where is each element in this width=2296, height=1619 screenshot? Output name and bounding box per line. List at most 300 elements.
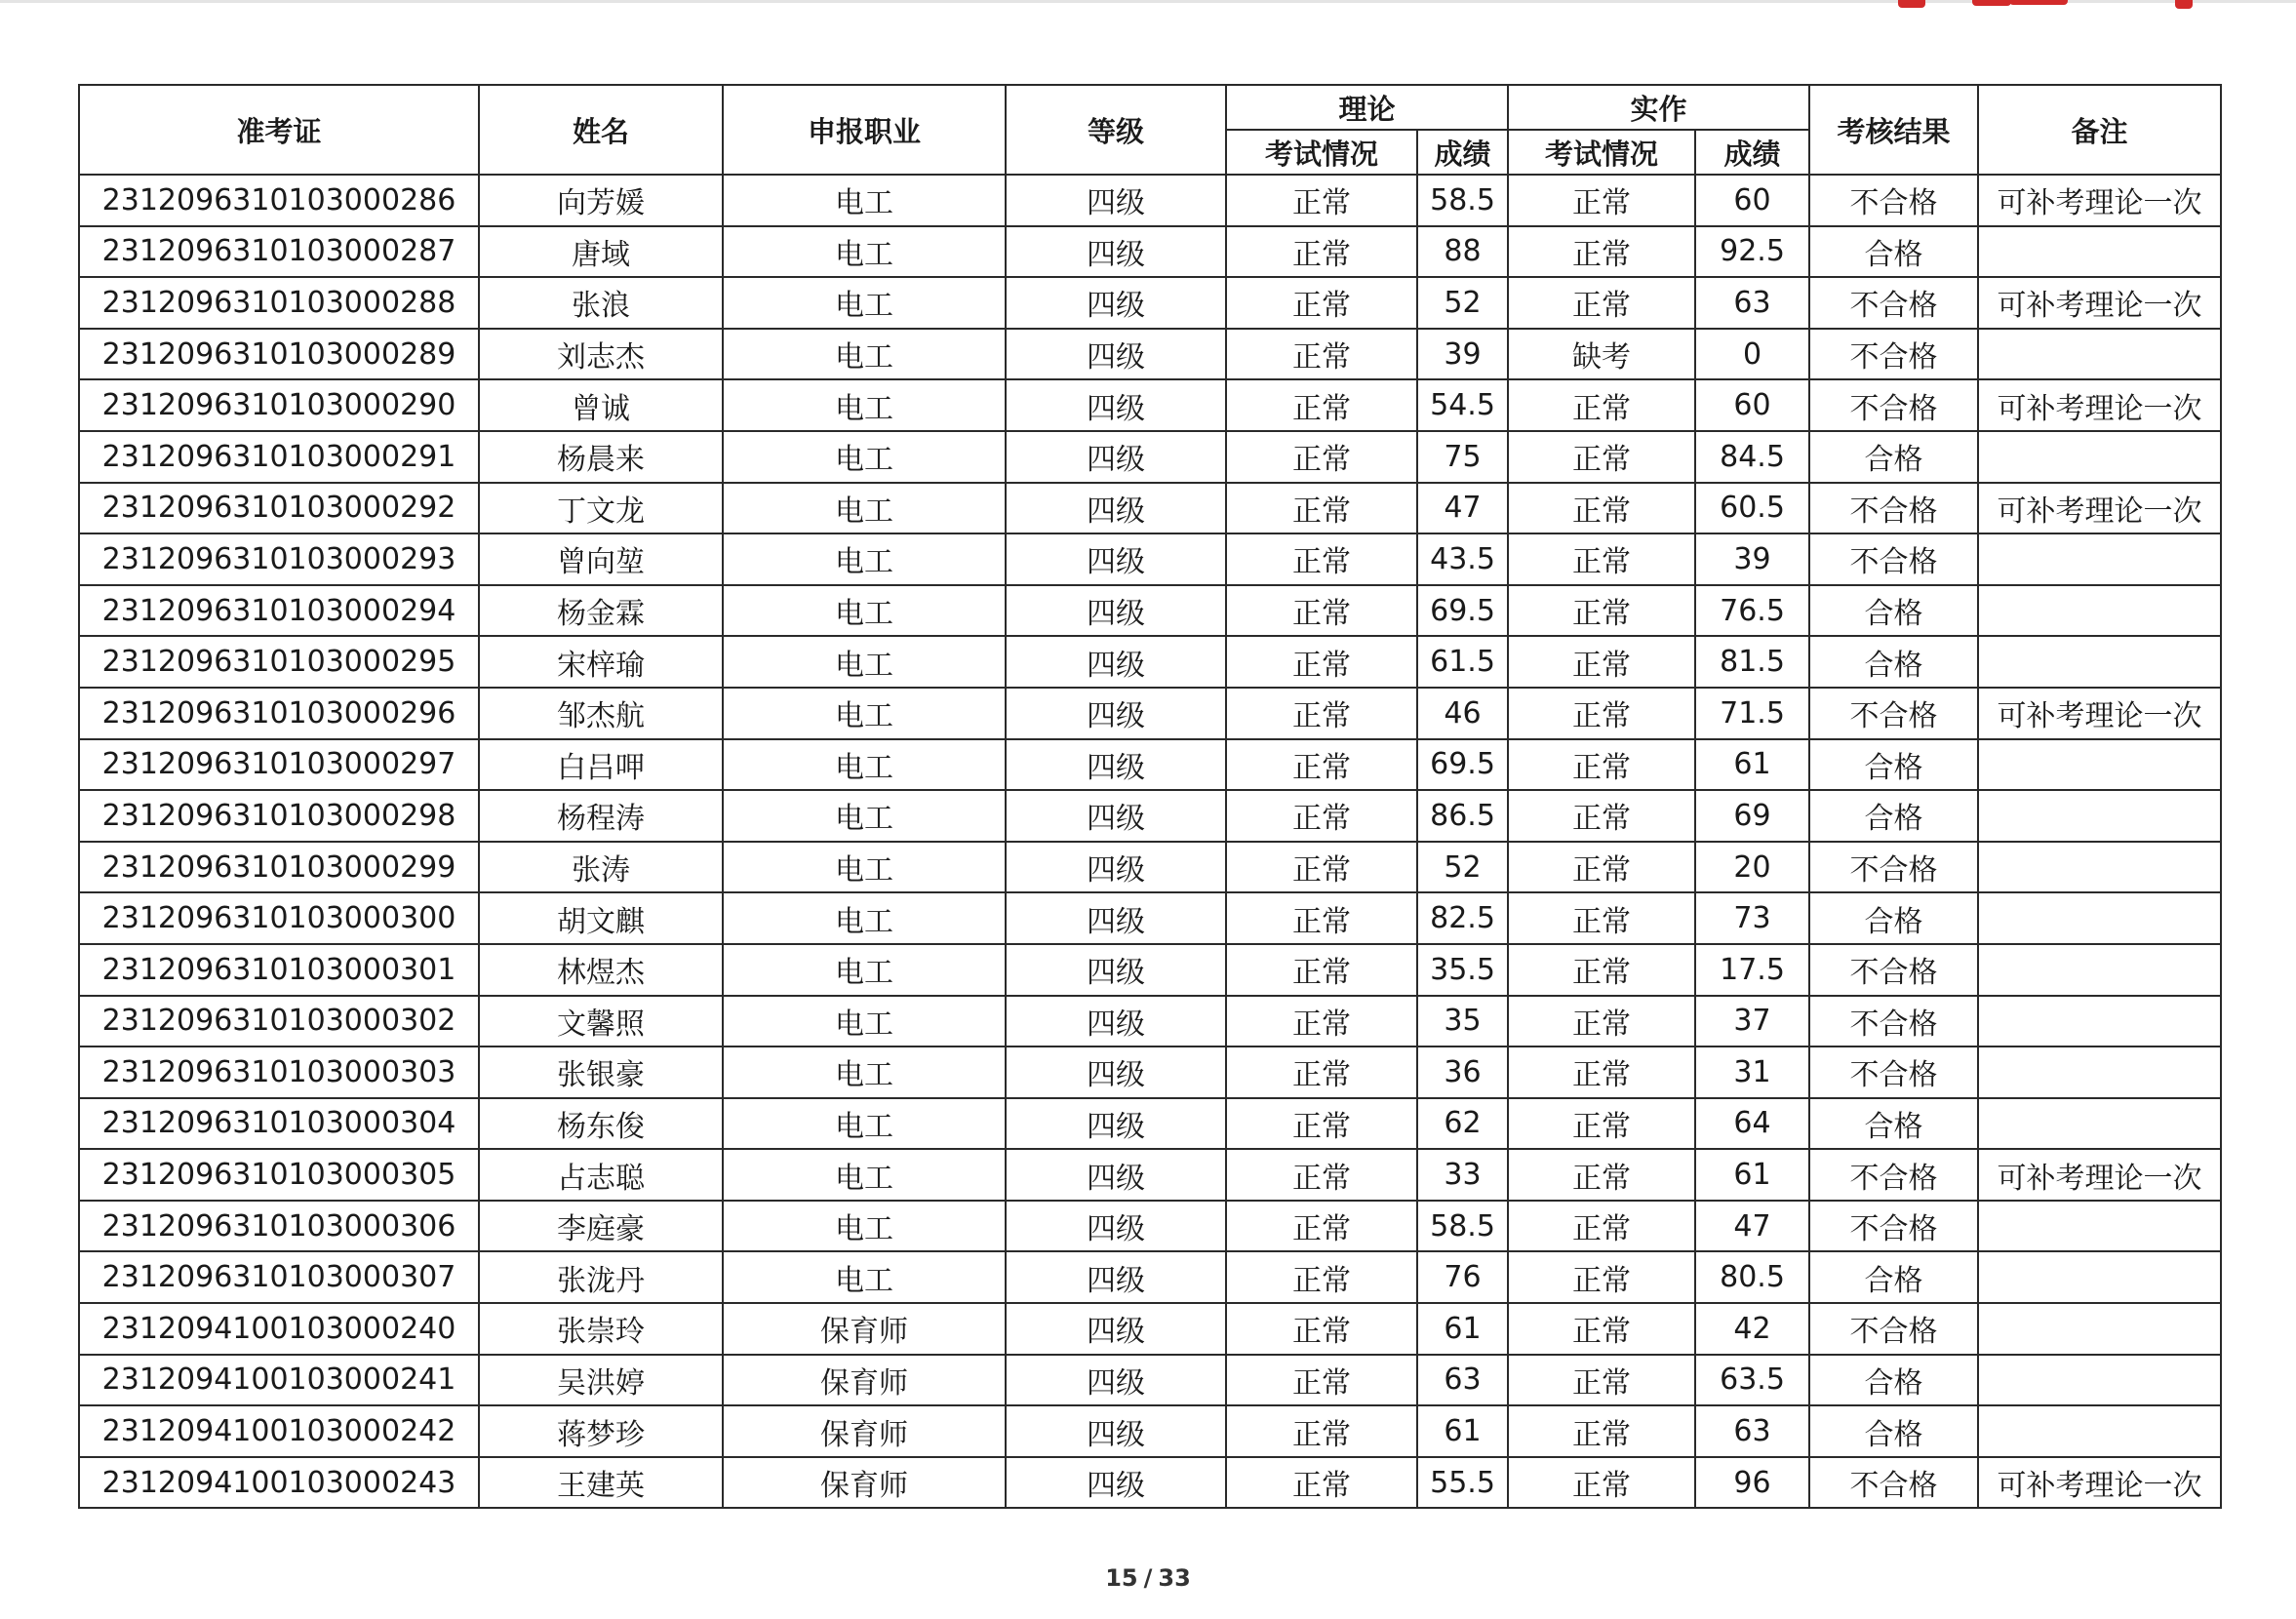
level-cell: 四级 bbox=[1006, 1303, 1226, 1355]
level-cell: 四级 bbox=[1006, 379, 1226, 431]
level-cell: 四级 bbox=[1006, 533, 1226, 585]
occupation-cell: 保育师 bbox=[723, 1457, 1006, 1509]
level-cell: 四级 bbox=[1006, 636, 1226, 688]
occupation-cell: 电工 bbox=[723, 379, 1006, 431]
remark-cell bbox=[1978, 636, 2221, 688]
ticket-cell: 2312094100103000241 bbox=[79, 1355, 479, 1406]
ticket-cell: 2312096310103000290 bbox=[79, 379, 479, 431]
theory-status-cell: 正常 bbox=[1226, 1405, 1417, 1457]
current-page: 15 bbox=[1105, 1564, 1138, 1592]
theory-score-cell: 39 bbox=[1417, 329, 1508, 380]
level-cell: 四级 bbox=[1006, 1457, 1226, 1509]
practice-status-cell: 正常 bbox=[1508, 636, 1695, 688]
practice-score-cell: 0 bbox=[1695, 329, 1809, 380]
practice-score-cell: 64 bbox=[1695, 1098, 1809, 1150]
result-cell: 合格 bbox=[1809, 431, 1978, 483]
ticket-cell: 2312096310103000304 bbox=[79, 1098, 479, 1150]
remark-cell bbox=[1978, 226, 2221, 278]
result-cell: 不合格 bbox=[1809, 175, 1978, 226]
ticket-cell: 2312096310103000296 bbox=[79, 688, 479, 739]
name-cell: 杨金霖 bbox=[479, 585, 723, 637]
theory-score-cell: 35.5 bbox=[1417, 944, 1508, 996]
level-cell: 四级 bbox=[1006, 739, 1226, 791]
result-cell: 不合格 bbox=[1809, 1046, 1978, 1098]
name-cell: 杨晨来 bbox=[479, 431, 723, 483]
occupation-cell: 电工 bbox=[723, 1046, 1006, 1098]
practice-status-cell: 正常 bbox=[1508, 1355, 1695, 1406]
remark-cell: 可补考理论一次 bbox=[1978, 1457, 2221, 1509]
practice-score-cell: 60.5 bbox=[1695, 483, 1809, 534]
practice-score-cell: 71.5 bbox=[1695, 688, 1809, 739]
name-cell: 蒋梦珍 bbox=[479, 1405, 723, 1457]
total-pages: 33 bbox=[1158, 1564, 1191, 1592]
name-cell: 占志聪 bbox=[479, 1149, 723, 1201]
practice-score-cell: 17.5 bbox=[1695, 944, 1809, 996]
table-row bbox=[79, 688, 2221, 739]
theory-status-cell: 正常 bbox=[1226, 175, 1417, 226]
practice-score-cell: 61 bbox=[1695, 739, 1809, 791]
result-cell: 不合格 bbox=[1809, 329, 1978, 380]
practice-score-cell: 20 bbox=[1695, 842, 1809, 893]
result-cell: 不合格 bbox=[1809, 944, 1978, 996]
ticket-cell: 2312096310103000300 bbox=[79, 892, 479, 944]
table-row bbox=[79, 431, 2221, 483]
name-cell: 吴洪婷 bbox=[479, 1355, 723, 1406]
practice-status-cell: 正常 bbox=[1508, 739, 1695, 791]
remark-cell bbox=[1978, 1251, 2221, 1303]
table-row bbox=[79, 1046, 2221, 1098]
ticket-cell: 2312096310103000295 bbox=[79, 636, 479, 688]
table-row bbox=[79, 1251, 2221, 1303]
remark-cell bbox=[1978, 842, 2221, 893]
name-cell: 林煜杰 bbox=[479, 944, 723, 996]
theory-score-cell: 33 bbox=[1417, 1149, 1508, 1201]
remark-cell bbox=[1978, 1405, 2221, 1457]
remark-cell bbox=[1978, 533, 2221, 585]
occupation-cell: 电工 bbox=[723, 431, 1006, 483]
name-cell: 胡文麒 bbox=[479, 892, 723, 944]
occupation-cell: 保育师 bbox=[723, 1355, 1006, 1406]
table-row bbox=[79, 1457, 2221, 1509]
table-row bbox=[79, 944, 2221, 996]
ticket-cell: 2312096310103000301 bbox=[79, 944, 479, 996]
name-cell: 白吕呷 bbox=[479, 739, 723, 791]
result-cell: 不合格 bbox=[1809, 1457, 1978, 1509]
ticket-cell: 2312096310103000298 bbox=[79, 790, 479, 842]
result-cell: 合格 bbox=[1809, 636, 1978, 688]
header-ticket: 准考证 bbox=[79, 85, 479, 175]
theory-score-cell: 63 bbox=[1417, 1355, 1508, 1406]
table-row bbox=[79, 996, 2221, 1047]
practice-status-cell: 正常 bbox=[1508, 226, 1695, 278]
exam-results-table bbox=[78, 84, 2222, 1509]
level-cell: 四级 bbox=[1006, 996, 1226, 1047]
occupation-cell: 电工 bbox=[723, 277, 1006, 329]
result-cell: 不合格 bbox=[1809, 1149, 1978, 1201]
level-cell: 四级 bbox=[1006, 329, 1226, 380]
theory-status-cell: 正常 bbox=[1226, 842, 1417, 893]
theory-score-cell: 43.5 bbox=[1417, 533, 1508, 585]
practice-status-cell: 正常 bbox=[1508, 688, 1695, 739]
practice-score-cell: 31 bbox=[1695, 1046, 1809, 1098]
result-cell: 不合格 bbox=[1809, 1201, 1978, 1252]
practice-status-cell: 正常 bbox=[1508, 1098, 1695, 1150]
occupation-cell: 电工 bbox=[723, 636, 1006, 688]
header-theory-status: 考试情况 bbox=[1226, 130, 1417, 175]
theory-status-cell: 正常 bbox=[1226, 1251, 1417, 1303]
practice-status-cell: 正常 bbox=[1508, 483, 1695, 534]
ticket-cell: 2312096310103000302 bbox=[79, 996, 479, 1047]
remark-cell bbox=[1978, 790, 2221, 842]
practice-score-cell: 61 bbox=[1695, 1149, 1809, 1201]
ticket-cell: 2312096310103000294 bbox=[79, 585, 479, 637]
table-row bbox=[79, 790, 2221, 842]
name-cell: 张崇玲 bbox=[479, 1303, 723, 1355]
ticket-cell: 2312096310103000293 bbox=[79, 533, 479, 585]
remark-cell: 可补考理论一次 bbox=[1978, 1149, 2221, 1201]
table-row bbox=[79, 1405, 2221, 1457]
level-cell: 四级 bbox=[1006, 175, 1226, 226]
practice-status-cell: 正常 bbox=[1508, 1303, 1695, 1355]
result-cell: 不合格 bbox=[1809, 1303, 1978, 1355]
theory-score-cell: 82.5 bbox=[1417, 892, 1508, 944]
theory-score-cell: 88 bbox=[1417, 226, 1508, 278]
occupation-cell: 电工 bbox=[723, 483, 1006, 534]
theory-score-cell: 52 bbox=[1417, 842, 1508, 893]
practice-status-cell: 正常 bbox=[1508, 944, 1695, 996]
practice-status-cell: 正常 bbox=[1508, 842, 1695, 893]
header-row-1 bbox=[79, 85, 2221, 130]
theory-status-cell: 正常 bbox=[1226, 892, 1417, 944]
level-cell: 四级 bbox=[1006, 1201, 1226, 1252]
table-row bbox=[79, 329, 2221, 380]
practice-score-cell: 84.5 bbox=[1695, 431, 1809, 483]
theory-score-cell: 76 bbox=[1417, 1251, 1508, 1303]
name-cell: 李庭豪 bbox=[479, 1201, 723, 1252]
practice-status-cell: 正常 bbox=[1508, 1457, 1695, 1509]
ticket-cell: 2312096310103000306 bbox=[79, 1201, 479, 1252]
remark-cell: 可补考理论一次 bbox=[1978, 688, 2221, 739]
name-cell: 杨东俊 bbox=[479, 1098, 723, 1150]
theory-score-cell: 55.5 bbox=[1417, 1457, 1508, 1509]
result-cell: 不合格 bbox=[1809, 277, 1978, 329]
theory-status-cell: 正常 bbox=[1226, 1457, 1417, 1509]
theory-status-cell: 正常 bbox=[1226, 483, 1417, 534]
occupation-cell: 电工 bbox=[723, 739, 1006, 791]
theory-score-cell: 62 bbox=[1417, 1098, 1508, 1150]
level-cell: 四级 bbox=[1006, 1149, 1226, 1201]
level-cell: 四级 bbox=[1006, 1251, 1226, 1303]
theory-status-cell: 正常 bbox=[1226, 1098, 1417, 1150]
header-occupation: 申报职业 bbox=[723, 85, 1006, 175]
result-cell: 不合格 bbox=[1809, 688, 1978, 739]
remark-cell: 可补考理论一次 bbox=[1978, 175, 2221, 226]
practice-status-cell: 正常 bbox=[1508, 892, 1695, 944]
occupation-cell: 电工 bbox=[723, 329, 1006, 380]
occupation-cell: 电工 bbox=[723, 585, 1006, 637]
table-row bbox=[79, 1098, 2221, 1150]
name-cell: 刘志杰 bbox=[479, 329, 723, 380]
remark-cell: 可补考理论一次 bbox=[1978, 379, 2221, 431]
result-cell: 合格 bbox=[1809, 790, 1978, 842]
result-cell: 不合格 bbox=[1809, 842, 1978, 893]
page-separator: / bbox=[1143, 1564, 1153, 1592]
occupation-cell: 电工 bbox=[723, 1149, 1006, 1201]
result-cell: 合格 bbox=[1809, 739, 1978, 791]
practice-score-cell: 81.5 bbox=[1695, 636, 1809, 688]
practice-score-cell: 92.5 bbox=[1695, 226, 1809, 278]
theory-score-cell: 69.5 bbox=[1417, 739, 1508, 791]
header-name: 姓名 bbox=[479, 85, 723, 175]
remark-cell: 可补考理论一次 bbox=[1978, 483, 2221, 534]
theory-score-cell: 86.5 bbox=[1417, 790, 1508, 842]
occupation-cell: 电工 bbox=[723, 226, 1006, 278]
practice-status-cell: 正常 bbox=[1508, 585, 1695, 637]
result-cell: 不合格 bbox=[1809, 533, 1978, 585]
page-number bbox=[0, 1564, 2296, 1592]
name-cell: 王建英 bbox=[479, 1457, 723, 1509]
occupation-cell: 电工 bbox=[723, 842, 1006, 893]
practice-status-cell: 正常 bbox=[1508, 1046, 1695, 1098]
theory-status-cell: 正常 bbox=[1226, 1046, 1417, 1098]
theory-status-cell: 正常 bbox=[1226, 431, 1417, 483]
ticket-cell: 2312096310103000288 bbox=[79, 277, 479, 329]
remark-cell bbox=[1978, 1046, 2221, 1098]
table-row bbox=[79, 1201, 2221, 1252]
header-practice: 实作 bbox=[1508, 85, 1809, 130]
theory-status-cell: 正常 bbox=[1226, 277, 1417, 329]
table-row bbox=[79, 636, 2221, 688]
level-cell: 四级 bbox=[1006, 1355, 1226, 1406]
theory-status-cell: 正常 bbox=[1226, 585, 1417, 637]
theory-status-cell: 正常 bbox=[1226, 790, 1417, 842]
level-cell: 四级 bbox=[1006, 842, 1226, 893]
name-cell: 唐域 bbox=[479, 226, 723, 278]
practice-status-cell: 正常 bbox=[1508, 379, 1695, 431]
theory-score-cell: 35 bbox=[1417, 996, 1508, 1047]
level-cell: 四级 bbox=[1006, 944, 1226, 996]
ticket-cell: 2312096310103000305 bbox=[79, 1149, 479, 1201]
occupation-cell: 电工 bbox=[723, 1201, 1006, 1252]
practice-status-cell: 正常 bbox=[1508, 1201, 1695, 1252]
result-cell: 合格 bbox=[1809, 892, 1978, 944]
header-practice-status: 考试情况 bbox=[1508, 130, 1695, 175]
practice-score-cell: 63.5 bbox=[1695, 1355, 1809, 1406]
theory-status-cell: 正常 bbox=[1226, 996, 1417, 1047]
practice-status-cell: 正常 bbox=[1508, 996, 1695, 1047]
occupation-cell: 电工 bbox=[723, 790, 1006, 842]
name-cell: 杨程涛 bbox=[479, 790, 723, 842]
header-result: 考核结果 bbox=[1809, 85, 1978, 175]
theory-score-cell: 61 bbox=[1417, 1303, 1508, 1355]
occupation-cell: 电工 bbox=[723, 944, 1006, 996]
practice-score-cell: 96 bbox=[1695, 1457, 1809, 1509]
remark-cell bbox=[1978, 996, 2221, 1047]
result-cell: 合格 bbox=[1809, 1098, 1978, 1150]
ticket-cell: 2312096310103000292 bbox=[79, 483, 479, 534]
level-cell: 四级 bbox=[1006, 688, 1226, 739]
table-row bbox=[79, 842, 2221, 893]
theory-status-cell: 正常 bbox=[1226, 1355, 1417, 1406]
theory-status-cell: 正常 bbox=[1226, 739, 1417, 791]
theory-score-cell: 69.5 bbox=[1417, 585, 1508, 637]
practice-score-cell: 60 bbox=[1695, 379, 1809, 431]
practice-score-cell: 37 bbox=[1695, 996, 1809, 1047]
name-cell: 张涛 bbox=[479, 842, 723, 893]
table-row bbox=[79, 226, 2221, 278]
ticket-cell: 2312094100103000240 bbox=[79, 1303, 479, 1355]
name-cell: 向芳媛 bbox=[479, 175, 723, 226]
table-row bbox=[79, 739, 2221, 791]
remark-cell: 可补考理论一次 bbox=[1978, 277, 2221, 329]
occupation-cell: 电工 bbox=[723, 996, 1006, 1047]
level-cell: 四级 bbox=[1006, 483, 1226, 534]
theory-status-cell: 正常 bbox=[1226, 944, 1417, 996]
practice-score-cell: 63 bbox=[1695, 1405, 1809, 1457]
theory-score-cell: 58.5 bbox=[1417, 175, 1508, 226]
name-cell: 丁文龙 bbox=[479, 483, 723, 534]
occupation-cell: 电工 bbox=[723, 1251, 1006, 1303]
remark-cell bbox=[1978, 329, 2221, 380]
name-cell: 曾诚 bbox=[479, 379, 723, 431]
theory-score-cell: 47 bbox=[1417, 483, 1508, 534]
header-practice-score: 成绩 bbox=[1695, 130, 1809, 175]
ticket-cell: 2312096310103000297 bbox=[79, 739, 479, 791]
header-theory: 理论 bbox=[1226, 85, 1508, 130]
theory-status-cell: 正常 bbox=[1226, 1201, 1417, 1252]
ticket-cell: 2312096310103000307 bbox=[79, 1251, 479, 1303]
practice-status-cell: 正常 bbox=[1508, 1251, 1695, 1303]
level-cell: 四级 bbox=[1006, 1046, 1226, 1098]
theory-status-cell: 正常 bbox=[1226, 329, 1417, 380]
theory-status-cell: 正常 bbox=[1226, 379, 1417, 431]
table-row bbox=[79, 585, 2221, 637]
practice-score-cell: 47 bbox=[1695, 1201, 1809, 1252]
theory-score-cell: 36 bbox=[1417, 1046, 1508, 1098]
level-cell: 四级 bbox=[1006, 277, 1226, 329]
red-stamp-fragment bbox=[1882, 0, 2214, 12]
theory-status-cell: 正常 bbox=[1226, 1149, 1417, 1201]
result-cell: 合格 bbox=[1809, 1251, 1978, 1303]
result-cell: 不合格 bbox=[1809, 996, 1978, 1047]
result-cell: 合格 bbox=[1809, 1405, 1978, 1457]
occupation-cell: 保育师 bbox=[723, 1405, 1006, 1457]
level-cell: 四级 bbox=[1006, 892, 1226, 944]
practice-status-cell: 正常 bbox=[1508, 790, 1695, 842]
result-cell: 不合格 bbox=[1809, 379, 1978, 431]
table-row bbox=[79, 892, 2221, 944]
practice-score-cell: 39 bbox=[1695, 533, 1809, 585]
name-cell: 张浪 bbox=[479, 277, 723, 329]
occupation-cell: 电工 bbox=[723, 533, 1006, 585]
result-cell: 合格 bbox=[1809, 585, 1978, 637]
ticket-cell: 2312094100103000242 bbox=[79, 1405, 479, 1457]
table-row bbox=[79, 533, 2221, 585]
theory-status-cell: 正常 bbox=[1226, 688, 1417, 739]
theory-status-cell: 正常 bbox=[1226, 636, 1417, 688]
table-row bbox=[79, 1355, 2221, 1406]
result-cell: 合格 bbox=[1809, 226, 1978, 278]
name-cell: 宋梓瑜 bbox=[479, 636, 723, 688]
theory-score-cell: 52 bbox=[1417, 277, 1508, 329]
remark-cell bbox=[1978, 1098, 2221, 1150]
result-cell: 合格 bbox=[1809, 1355, 1978, 1406]
table-row bbox=[79, 1149, 2221, 1201]
header-remark: 备注 bbox=[1978, 85, 2221, 175]
practice-score-cell: 69 bbox=[1695, 790, 1809, 842]
remark-cell bbox=[1978, 431, 2221, 483]
table-row bbox=[79, 483, 2221, 534]
theory-status-cell: 正常 bbox=[1226, 1303, 1417, 1355]
ticket-cell: 2312096310103000303 bbox=[79, 1046, 479, 1098]
occupation-cell: 电工 bbox=[723, 688, 1006, 739]
theory-status-cell: 正常 bbox=[1226, 533, 1417, 585]
practice-score-cell: 73 bbox=[1695, 892, 1809, 944]
name-cell: 文馨照 bbox=[479, 996, 723, 1047]
practice-score-cell: 42 bbox=[1695, 1303, 1809, 1355]
theory-score-cell: 58.5 bbox=[1417, 1201, 1508, 1252]
remark-cell bbox=[1978, 585, 2221, 637]
name-cell: 邹杰航 bbox=[479, 688, 723, 739]
theory-score-cell: 61.5 bbox=[1417, 636, 1508, 688]
ticket-cell: 2312096310103000289 bbox=[79, 329, 479, 380]
occupation-cell: 保育师 bbox=[723, 1303, 1006, 1355]
occupation-cell: 电工 bbox=[723, 175, 1006, 226]
result-cell: 不合格 bbox=[1809, 483, 1978, 534]
level-cell: 四级 bbox=[1006, 1405, 1226, 1457]
theory-score-cell: 75 bbox=[1417, 431, 1508, 483]
table-row bbox=[79, 175, 2221, 226]
theory-score-cell: 46 bbox=[1417, 688, 1508, 739]
occupation-cell: 电工 bbox=[723, 1098, 1006, 1150]
ticket-cell: 2312096310103000299 bbox=[79, 842, 479, 893]
name-cell: 张泷丹 bbox=[479, 1251, 723, 1303]
level-cell: 四级 bbox=[1006, 790, 1226, 842]
practice-score-cell: 76.5 bbox=[1695, 585, 1809, 637]
level-cell: 四级 bbox=[1006, 431, 1226, 483]
practice-score-cell: 60 bbox=[1695, 175, 1809, 226]
practice-status-cell: 正常 bbox=[1508, 431, 1695, 483]
name-cell: 张银豪 bbox=[479, 1046, 723, 1098]
remark-cell bbox=[1978, 892, 2221, 944]
theory-score-cell: 54.5 bbox=[1417, 379, 1508, 431]
ticket-cell: 2312096310103000287 bbox=[79, 226, 479, 278]
remark-cell bbox=[1978, 944, 2221, 996]
table-row bbox=[79, 277, 2221, 329]
ticket-cell: 2312096310103000291 bbox=[79, 431, 479, 483]
ticket-cell: 2312094100103000243 bbox=[79, 1457, 479, 1509]
practice-status-cell: 正常 bbox=[1508, 1149, 1695, 1201]
ticket-cell: 2312096310103000286 bbox=[79, 175, 479, 226]
practice-status-cell: 缺考 bbox=[1508, 329, 1695, 380]
theory-score-cell: 61 bbox=[1417, 1405, 1508, 1457]
remark-cell bbox=[1978, 739, 2221, 791]
level-cell: 四级 bbox=[1006, 226, 1226, 278]
header-theory-score: 成绩 bbox=[1417, 130, 1508, 175]
occupation-cell: 电工 bbox=[723, 892, 1006, 944]
remark-cell bbox=[1978, 1201, 2221, 1252]
level-cell: 四级 bbox=[1006, 1098, 1226, 1150]
theory-status-cell: 正常 bbox=[1226, 226, 1417, 278]
remark-cell bbox=[1978, 1355, 2221, 1406]
practice-status-cell: 正常 bbox=[1508, 277, 1695, 329]
table-row bbox=[79, 1303, 2221, 1355]
table-row bbox=[79, 379, 2221, 431]
practice-score-cell: 80.5 bbox=[1695, 1251, 1809, 1303]
table-body bbox=[79, 175, 2221, 1508]
level-cell: 四级 bbox=[1006, 585, 1226, 637]
practice-status-cell: 正常 bbox=[1508, 533, 1695, 585]
